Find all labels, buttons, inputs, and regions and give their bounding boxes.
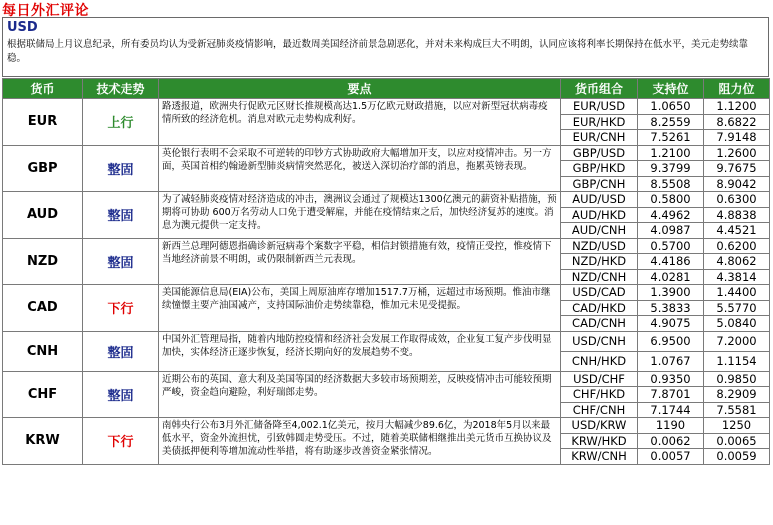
pair-cell: AUD/USD bbox=[561, 192, 638, 208]
pair-cell: KRW/CNH bbox=[561, 449, 638, 465]
support-cell: 1.3900 bbox=[638, 285, 704, 301]
pair-cell: AUD/HKD bbox=[561, 207, 638, 223]
support-cell: 8.2559 bbox=[638, 114, 704, 130]
header-currency: 货币 bbox=[3, 79, 83, 99]
pair-cell: USD/CAD bbox=[561, 285, 638, 301]
support-cell: 0.0057 bbox=[638, 449, 704, 465]
support-cell: 0.9350 bbox=[638, 371, 704, 387]
header-support: 支持位 bbox=[638, 79, 704, 99]
pair-cell: USD/CNH bbox=[561, 331, 638, 351]
resistance-cell: 0.0065 bbox=[704, 433, 770, 449]
commentary-cell: 美国能源信息局(EIA)公布，美国上周原油库存增加1517.7万桶，远超过市场预期。惟油市继续憧憬主要产油国减产，支持国际油价走势续靠稳，惟加元未见受提振。 bbox=[159, 285, 561, 332]
resistance-cell: 0.0059 bbox=[704, 449, 770, 465]
trend-cell: 上行 bbox=[83, 99, 159, 146]
resistance-cell: 0.9850 bbox=[704, 371, 770, 387]
trend-cell: 整固 bbox=[83, 331, 159, 371]
support-cell: 8.5508 bbox=[638, 176, 704, 192]
usd-summary-box bbox=[2, 17, 769, 77]
page-title: 每日外汇评论 bbox=[2, 3, 89, 19]
resistance-cell: 8.6822 bbox=[704, 114, 770, 130]
resistance-cell: 4.8838 bbox=[704, 207, 770, 223]
currency-cell: CNH bbox=[3, 331, 83, 371]
pair-cell: USD/CHF bbox=[561, 371, 638, 387]
resistance-cell: 1.4400 bbox=[704, 285, 770, 301]
pair-cell: USD/KRW bbox=[561, 418, 638, 434]
pair-cell: CAD/CNH bbox=[561, 316, 638, 332]
resistance-cell: 1.2600 bbox=[704, 145, 770, 161]
table-row bbox=[3, 418, 770, 434]
pair-cell: NZD/HKD bbox=[561, 254, 638, 270]
currency-cell: AUD bbox=[3, 192, 83, 239]
table-body bbox=[3, 99, 770, 465]
support-cell: 9.3799 bbox=[638, 161, 704, 177]
table-header-row bbox=[3, 79, 770, 99]
currency-cell: KRW bbox=[3, 418, 83, 465]
table-row bbox=[3, 238, 770, 254]
support-cell: 0.5700 bbox=[638, 238, 704, 254]
resistance-cell: 1.1154 bbox=[704, 351, 770, 371]
resistance-cell: 7.2000 bbox=[704, 331, 770, 351]
resistance-cell: 9.7675 bbox=[704, 161, 770, 177]
trend-cell: 整固 bbox=[83, 371, 159, 418]
resistance-cell: 0.6200 bbox=[704, 238, 770, 254]
pair-cell: EUR/HKD bbox=[561, 114, 638, 130]
resistance-cell: 4.3814 bbox=[704, 269, 770, 285]
pair-cell: NZD/USD bbox=[561, 238, 638, 254]
header-resistance: 阻力位 bbox=[704, 79, 770, 99]
header-points: 要点 bbox=[159, 79, 561, 99]
pair-cell: EUR/CNH bbox=[561, 130, 638, 146]
trend-cell: 整固 bbox=[83, 145, 159, 192]
trend-cell: 整固 bbox=[83, 192, 159, 239]
resistance-cell: 5.5770 bbox=[704, 300, 770, 316]
pair-cell: CNH/HKD bbox=[561, 351, 638, 371]
table-row bbox=[3, 371, 770, 387]
resistance-cell: 7.9148 bbox=[704, 130, 770, 146]
pair-cell: CAD/HKD bbox=[561, 300, 638, 316]
table-row bbox=[3, 331, 770, 351]
resistance-cell: 4.4521 bbox=[704, 223, 770, 239]
pair-cell: KRW/HKD bbox=[561, 433, 638, 449]
support-cell: 7.1744 bbox=[638, 402, 704, 418]
support-cell: 1.0767 bbox=[638, 351, 704, 371]
support-cell: 7.5261 bbox=[638, 130, 704, 146]
table-row bbox=[3, 285, 770, 301]
support-cell: 0.5800 bbox=[638, 192, 704, 208]
support-cell: 5.3833 bbox=[638, 300, 704, 316]
commentary-cell: 南韩央行公布3月外汇储备降至4,002.1亿美元，按月大幅减少89.6亿，为2018年5月以来最低水平，资金外流担忧，引致韩圆走势受压。不过，随着美联储相继推出美元货币互换协议及美债抵押便利等增加流动性举措，将有助逐步改善资金紧张情况。 bbox=[159, 418, 561, 465]
header-trend: 技术走势 bbox=[83, 79, 159, 99]
resistance-cell: 5.0840 bbox=[704, 316, 770, 332]
support-cell: 7.8701 bbox=[638, 387, 704, 403]
pair-cell: EUR/USD bbox=[561, 99, 638, 115]
pair-cell: GBP/USD bbox=[561, 145, 638, 161]
resistance-cell: 0.6300 bbox=[704, 192, 770, 208]
support-cell: 1190 bbox=[638, 418, 704, 434]
table-row bbox=[3, 192, 770, 208]
pair-cell: AUD/CNH bbox=[561, 223, 638, 239]
currency-cell: EUR bbox=[3, 99, 83, 146]
commentary-cell: 为了减轻肺炎疫情对经济造成的冲击，澳洲议会通过了规模达1300亿澳元的薪资补贴措施，预期将可协助 600万名劳动人口免于遭受解雇，并能在疫情结束之后，加快经济复苏的速度。消息为澳元提供一定支持。 bbox=[159, 192, 561, 239]
support-cell: 6.9500 bbox=[638, 331, 704, 351]
currency-cell: CHF bbox=[3, 371, 83, 418]
support-cell: 4.0987 bbox=[638, 223, 704, 239]
support-cell: 1.2100 bbox=[638, 145, 704, 161]
commentary-cell: 近期公布的英国、意大利及美国等国的经济数据大多较市场预期差，反映疫情冲击可能较预期严峻，资金趋向避险，利好瑞郎走势。 bbox=[159, 371, 561, 418]
support-cell: 4.9075 bbox=[638, 316, 704, 332]
resistance-cell: 8.9042 bbox=[704, 176, 770, 192]
table-row bbox=[3, 99, 770, 115]
pair-cell: CHF/CNH bbox=[561, 402, 638, 418]
resistance-cell: 4.8062 bbox=[704, 254, 770, 270]
support-cell: 4.0281 bbox=[638, 269, 704, 285]
support-cell: 0.0062 bbox=[638, 433, 704, 449]
commentary-cell: 英伦银行表明不会采取不可逆转的印钞方式协助政府大幅增加开支，以应对疫情冲击。另一方面，英国首相约翰逊新型肺炎病情突然恶化，被送入深切治疗部的消息，拖累英镑表现。 bbox=[159, 145, 561, 192]
currency-cell: GBP bbox=[3, 145, 83, 192]
pair-cell: GBP/HKD bbox=[561, 161, 638, 177]
trend-cell: 整固 bbox=[83, 238, 159, 285]
pair-cell: GBP/CNH bbox=[561, 176, 638, 192]
resistance-cell: 8.2909 bbox=[704, 387, 770, 403]
support-cell: 4.4962 bbox=[638, 207, 704, 223]
resistance-cell: 1250 bbox=[704, 418, 770, 434]
pair-cell: CHF/HKD bbox=[561, 387, 638, 403]
trend-cell: 下行 bbox=[83, 285, 159, 332]
commentary-cell: 新西兰总理阿德恩指确诊新冠病毒个案数字平稳，相信封锁措施有效，疫情正受控，惟疫情下当地经济前景不明朗，或仍限制新西兰元表现。 bbox=[159, 238, 561, 285]
pair-cell: NZD/CNH bbox=[561, 269, 638, 285]
table-row bbox=[3, 145, 770, 161]
resistance-cell: 7.5581 bbox=[704, 402, 770, 418]
commentary-cell: 中国外汇管理局指，随着内地防控疫情和经济社会发展工作取得成效，企业复工复产步伐明显加快，实体经济正逐步恢复，经济长期向好的发展趋势不变。 bbox=[159, 331, 561, 371]
commentary-cell: 路透报道，欧洲央行促欧元区财长推规模高达1.5万亿欧元财政措施，以应对新型冠状病毒疫情所致的经济危机。消息对欧元走势构成利好。 bbox=[159, 99, 561, 146]
usd-label: USD bbox=[7, 20, 38, 35]
currency-cell: NZD bbox=[3, 238, 83, 285]
usd-note: 根据联储局上月议息纪录，所有委员均认为受新冠肺炎疫情影响，最近数周美国经济前景急剧恶化，并对未来构成巨大不明朗，认同应该将利率长期保持在低水平，美元走势续靠稳。 bbox=[7, 39, 749, 64]
fx-table bbox=[2, 78, 770, 465]
trend-cell: 下行 bbox=[83, 418, 159, 465]
support-cell: 1.0650 bbox=[638, 99, 704, 115]
resistance-cell: 1.1200 bbox=[704, 99, 770, 115]
support-cell: 4.4186 bbox=[638, 254, 704, 270]
currency-cell: CAD bbox=[3, 285, 83, 332]
header-pair: 货币组合 bbox=[561, 79, 638, 99]
